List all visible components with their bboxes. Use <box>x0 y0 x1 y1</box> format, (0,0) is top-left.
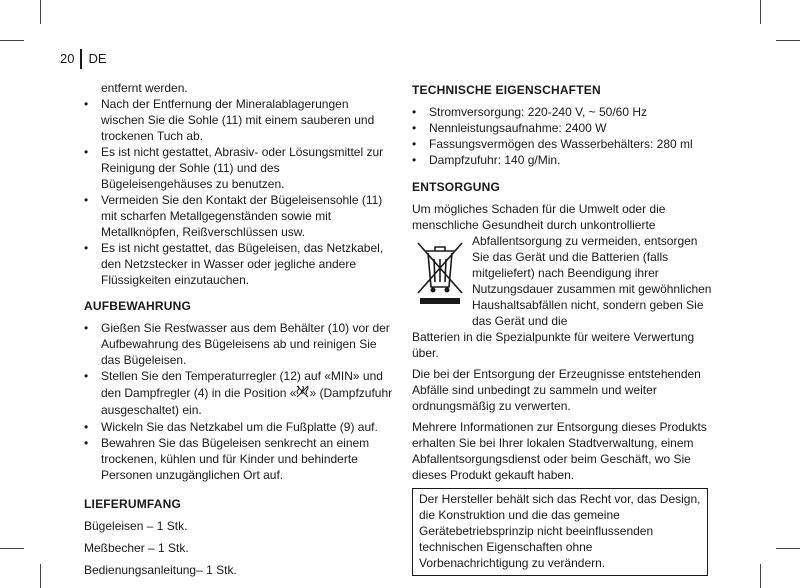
language-code: DE <box>88 51 107 66</box>
crop-mark <box>0 548 24 549</box>
list-item: • Es ist nicht gestattet, Abrasiv- oder Lösungsmittel zur Reinigung der Sohle (11) und des Bügeleisengehäuses zu benutzen. <box>84 144 394 192</box>
list-item: • Vermeiden Sie den Kontakt der Bügeleisensohle (11) mit scharfen Metallgegenständen sowie mit Metallknöpfen, Reißverschlüssen usw. <box>84 192 394 240</box>
list-item: • Nennleistungsaufnahme: 2400 W <box>412 120 712 136</box>
storage-step-text: » (Dampfzufuhr ausgeschaltet) ein. <box>101 386 393 417</box>
crop-mark <box>760 0 761 24</box>
page-header <box>60 49 107 69</box>
delivery-heading: LIEFERUMFANG <box>84 497 182 511</box>
tech-specs-list <box>412 104 712 168</box>
disposal-paragraph: Mehrere Informationen zur Entsorgung dieses Produkts erhalten Sie bei Ihrer lokalen Stadtverwaltung, einem Abfallentsorgungsdienst oder beim Geschäft, wo Sie dieses Produkt gekauft haben. <box>412 420 707 482</box>
list-item: • Fassungsvermögen des Wasserbehälters: 280 ml <box>412 136 712 152</box>
list-item: • Gießen Sie Restwasser aus dem Behälter (10) vor der Aufbewahrung des Bügeleisens ab und reinigen Sie das Bügeleisen. <box>84 320 394 368</box>
crossed-out-wheelie-bin-icon <box>412 237 468 307</box>
list-item: • Bewahren Sie das Bügeleisen senkrecht an einem trockenen, kühlen und für Kinder und behinderte Personen unzugänglichen Ort auf. <box>84 435 394 483</box>
storage-heading: AUFBEWAHRUNG <box>84 299 192 313</box>
crop-mark <box>776 40 800 41</box>
tech-heading: TECHNISCHE EIGENSCHAFTEN <box>412 83 601 97</box>
crop-mark <box>40 0 41 24</box>
crop-mark <box>0 40 24 41</box>
disposal-text: Abfallentsorgung zu vermeiden, entsorgen Sie das Gerät und die Batterien (falls mitgeliefert) nach Beendigung ihrer Nutzungsdauer zusammen mit gewöhnlichen Haushaltsabfällen nicht, sondern geben Sie das Gerät und die <box>472 234 712 328</box>
manufacturer-notice: Der Hersteller behält sich das Recht vor, das Design, die Konstruktion und die das gemeine Gerätebetriebsprinzip nicht beeinflussenden technischen Eigenschaften ohne Vorbenachrichtigung zu verändern. <box>412 488 708 576</box>
cleaning-list <box>84 96 394 288</box>
list-item: • Wickeln Sie das Netzkabel um die Fußplatte (9) auf. <box>84 419 394 435</box>
left-column <box>84 80 394 584</box>
disposal-block <box>412 233 712 329</box>
disposal-paragraph: Die bei der Entsorgung der Erzeugnisse entstehenden Abfälle sind unbedingt zu sammeln und weiter ordnungsmäßig zu verwerten. <box>412 367 701 413</box>
storage-list <box>84 320 394 483</box>
storage-step-text: Stellen Sie den Temperaturregler (12) auf «MIN» und den Dampfregler (4) in die Position « <box>101 369 383 400</box>
delivery-item: Bügeleisen – 1 Stk. <box>84 519 188 533</box>
crop-mark <box>40 564 41 588</box>
list-item: • Nach der Entfernung der Mineralablagerungen wischen Sie die Sohle (11) mit einem sauberen und trockenen Tuch ab. <box>84 96 394 144</box>
list-item: • Es ist nicht gestattet, das Bügeleisen, das Netzkabel, den Netzstecker in Wasser oder jegliche andere Flüssigkeiten einzutauchen. <box>84 240 394 288</box>
disposal-intro: Um mögliches Schaden für die Umwelt oder die menschliche Gesundheit durch unkontrollierte <box>412 202 666 232</box>
crop-mark <box>776 548 800 549</box>
intro-continuation: entfernt werden. <box>101 81 188 95</box>
delivery-item: Bedienungsanleitung– 1 Stk. <box>84 563 237 577</box>
header-divider <box>80 49 82 69</box>
delivery-item: Meßbecher – 1 Stk. <box>84 541 189 555</box>
steam-off-icon <box>296 385 309 398</box>
crop-mark <box>760 564 761 588</box>
right-column <box>412 80 712 576</box>
list-item <box>84 368 394 419</box>
disposal-heading: ENTSORGUNG <box>412 180 501 194</box>
list-item: • Dampfzufuhr: 140 g/Min. <box>412 152 712 168</box>
disposal-end: Batterien in die Spezialpunkte für weitere Verwertung über. <box>412 330 695 360</box>
list-item: • Stromversorgung: 220-240 V, ~ 50/60 Hz <box>412 104 712 120</box>
page-number: 20 <box>60 51 75 66</box>
